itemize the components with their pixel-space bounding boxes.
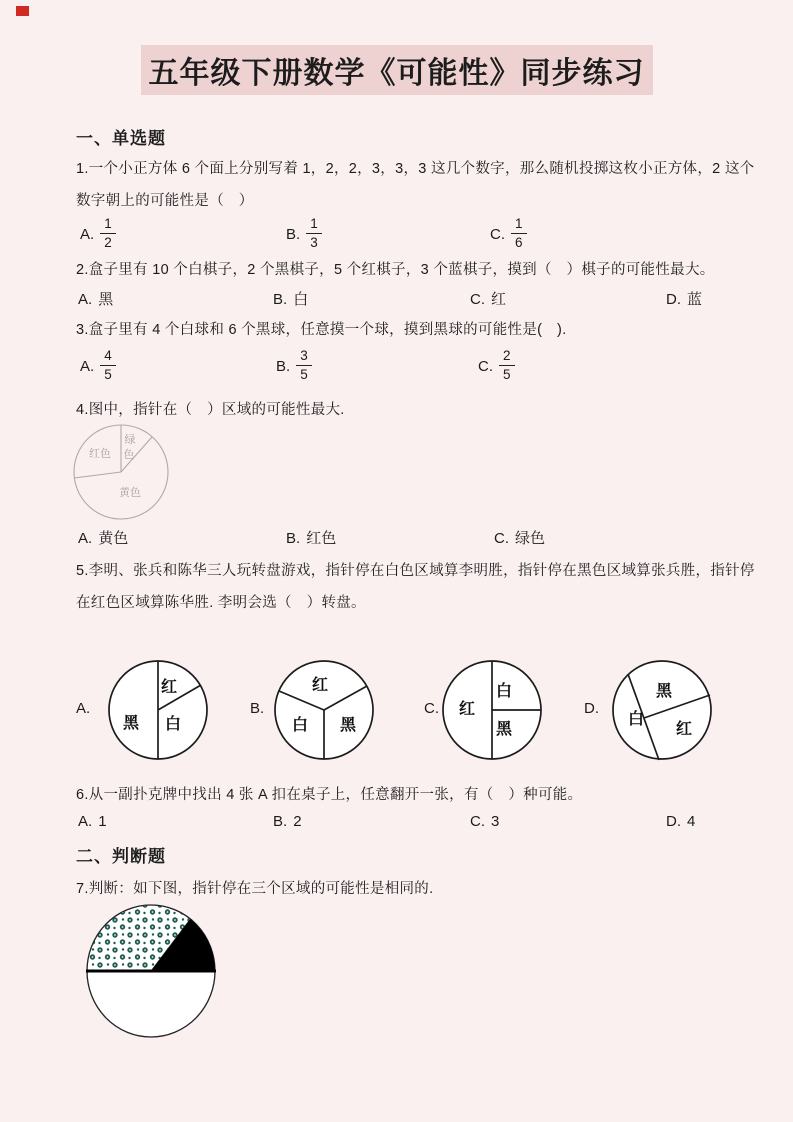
q5-spinner-c-label: C.: [424, 700, 439, 717]
q5-text-line2: 在红色区域算陈华胜. 李明会选（ ）转盘。: [76, 595, 366, 611]
region-label-white: 白: [627, 711, 645, 728]
q4-option-b: B. 红色: [286, 530, 337, 547]
q2-text: 2.盒子里有 10 个白棋子，2 个黑棋子，5 个红棋子，3 个蓝棋子，摸到（ ）棋子的可能性最大。: [76, 262, 715, 278]
region-label-black: 黑: [655, 683, 673, 700]
q5-spinner-a: [98, 650, 218, 770]
q3-option-a: A. $\frac{4}{5}$: [80, 350, 116, 384]
q1-option-a: A. $\frac{1}{2}$: [80, 218, 116, 252]
pie-label-green-bottom: 色: [123, 449, 135, 461]
q5-spinner-d-label: D.: [584, 700, 599, 717]
q4-pie-figure: [66, 417, 176, 527]
q5-spinner-a-label: A.: [76, 700, 91, 717]
q5-text-line1: 5.李明、张兵和陈华三人玩转盘游戏，指针停在白色区域算李明胜，指针停在黑色区域算张兵胜，指针停: [76, 563, 755, 579]
region-label-white: 白: [495, 683, 513, 700]
region-label-red: 红: [311, 677, 329, 694]
q2-option-a: A. 黑: [78, 291, 114, 308]
pie-label-yellow: 黄色: [119, 487, 141, 499]
region-label-red: 红: [160, 679, 178, 696]
q4-text: 4.图中，指针在（ ）区域的可能性最大.: [76, 402, 345, 418]
region-label-black: 黑: [122, 715, 140, 732]
q6-option-a: A. 1: [78, 813, 107, 830]
q5-spinner-c: [432, 650, 552, 770]
q1-text-line1: 1.一个小正方体 6 个面上分别写着 1，2，2，3，3，3 这几个数字，那么随机投掷这枚小正方体，2 这个: [76, 161, 755, 177]
q4-option-a: A. 黄色: [78, 530, 129, 547]
region-label-black: 黑: [339, 717, 357, 734]
q2-option-b: B. 白: [273, 291, 309, 308]
region-label-black: 黑: [495, 721, 513, 738]
region-label-red: 红: [675, 721, 693, 738]
pie-label-green-top: 绿: [124, 434, 136, 446]
q2-option-c: C. 红: [470, 291, 507, 308]
q5-spinner-b: [264, 650, 384, 770]
q6-text: 6.从一副扑克牌中找出 4 张 A 扣在桌子上，任意翻开一张，有（ ）种可能。: [76, 787, 583, 803]
q3-option-c: C. $\frac{2}{5}$: [478, 350, 515, 384]
pie-label-red: 红色: [89, 448, 111, 460]
q3-text: 3.盒子里有 4 个白球和 6 个黑球，任意摸一个球，摸到黑球的可能性是( ).: [76, 322, 567, 338]
q7-text: 7.判断：如下图，指针停在三个区域的可能性是相同的.: [76, 881, 434, 897]
q2-option-d: D. 蓝: [666, 291, 703, 308]
region-label-white: 白: [291, 717, 309, 734]
fraction: $\frac{3}{5}$: [296, 348, 312, 382]
q5-spinner-b-label: B.: [250, 700, 265, 717]
pie-divider-lines: [74, 425, 152, 478]
fraction: $\frac{4}{5}$: [100, 348, 116, 382]
q5-spinner-d: [602, 650, 722, 770]
q3-option-b: B. $\frac{3}{5}$: [276, 350, 312, 384]
section-heading-judge: 二、判断题: [76, 847, 166, 866]
q1-option-c: C. $\frac{1}{6}$: [490, 218, 527, 252]
spinner-outline: [613, 661, 711, 759]
q7-circle-figure: [81, 901, 221, 1041]
q6-option-c: C. 3: [470, 813, 500, 830]
region-label-red: 红: [458, 701, 476, 718]
fraction: $\frac{2}{5}$: [499, 348, 515, 382]
region-label-white: 白: [164, 716, 182, 733]
fraction: $\frac{1}{2}$: [100, 216, 116, 250]
q6-option-d: D. 4: [666, 813, 696, 830]
fraction: $\frac{1}{3}$: [306, 216, 322, 250]
q4-option-c: C. 绿色: [494, 530, 546, 547]
q1-option-b: B. $\frac{1}{3}$: [286, 218, 322, 252]
fraction: $\frac{1}{6}$: [511, 216, 527, 250]
q6-option-b: B. 2: [273, 813, 302, 830]
q1-text-line2: 数字朝上的可能性是（ ）: [76, 193, 254, 209]
page-title: 五年级下册数学《可能性》同步练习: [141, 45, 653, 95]
red-corner-mark: [16, 6, 29, 16]
section-heading-choice: 一、单选题: [76, 129, 166, 148]
